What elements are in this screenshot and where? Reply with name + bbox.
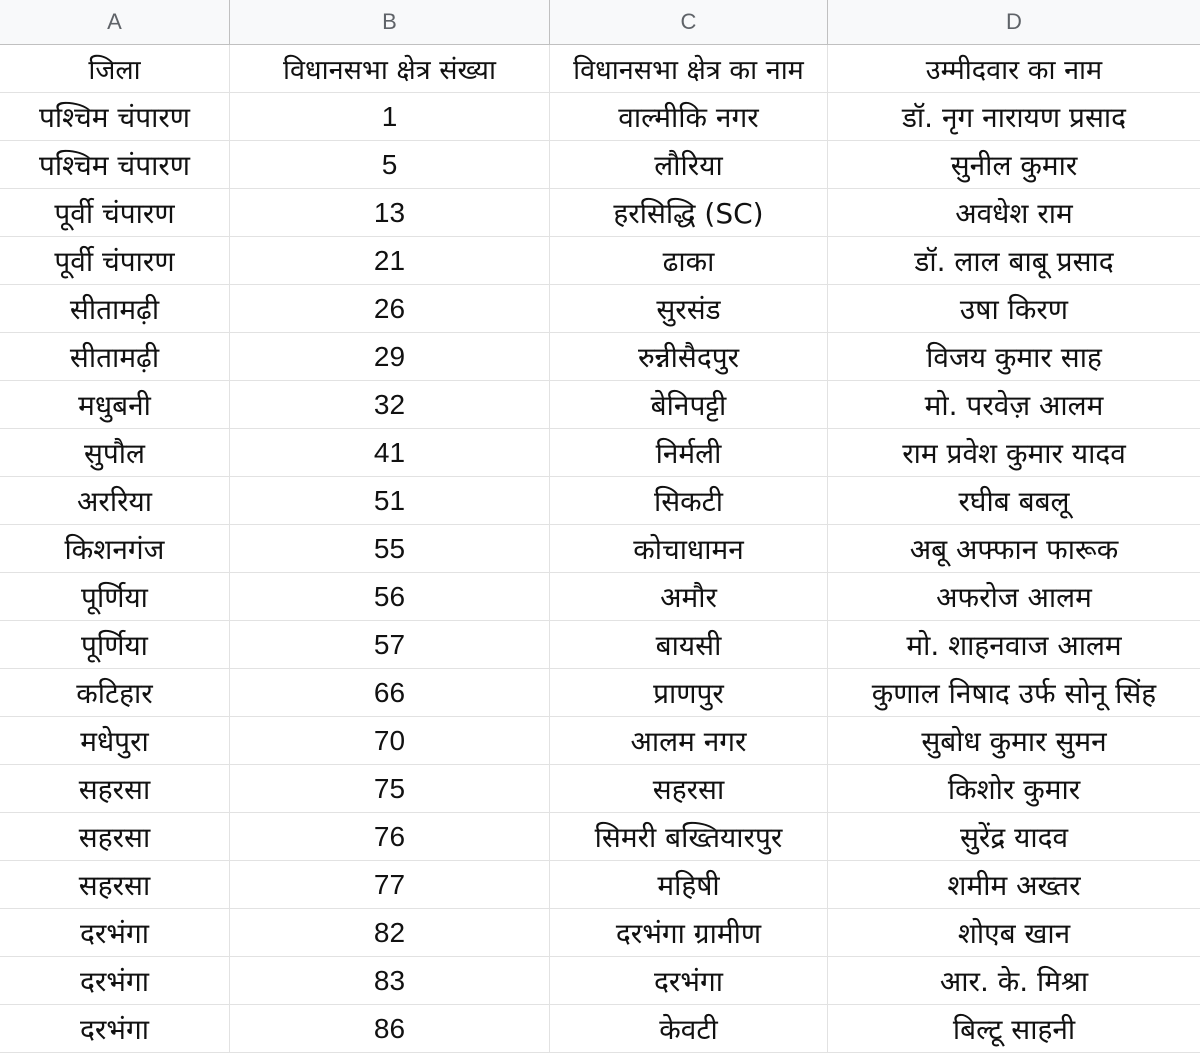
table-row: [0, 717, 1200, 765]
district-cell[interactable]: मधेपुरा: [0, 717, 230, 764]
district-cell[interactable]: सहरसा: [0, 861, 230, 908]
constituency-number-cell[interactable]: 57: [230, 621, 550, 668]
constituency-name-cell[interactable]: कोचाधामन: [550, 525, 828, 572]
table-row: [0, 93, 1200, 141]
table-row: [0, 669, 1200, 717]
table-row: [0, 861, 1200, 909]
constituency-name-cell[interactable]: ढाका: [550, 237, 828, 284]
constituency-number-cell[interactable]: 51: [230, 477, 550, 524]
district-cell[interactable]: सहरसा: [0, 765, 230, 812]
header-cell-constituency-name[interactable]: विधानसभा क्षेत्र का नाम: [550, 45, 828, 92]
constituency-number-cell[interactable]: 77: [230, 861, 550, 908]
district-cell[interactable]: पूर्णिया: [0, 573, 230, 620]
constituency-number-cell[interactable]: 66: [230, 669, 550, 716]
table-row: [0, 429, 1200, 477]
district-cell[interactable]: किशनगंज: [0, 525, 230, 572]
constituency-number-cell[interactable]: 83: [230, 957, 550, 1004]
table-row: [0, 525, 1200, 573]
constituency-number-cell[interactable]: 29: [230, 333, 550, 380]
constituency-name-cell[interactable]: निर्मली: [550, 429, 828, 476]
candidate-name-cell[interactable]: अबू अफ्फान फारूक: [909, 532, 1119, 566]
district-cell[interactable]: दरभंगा: [0, 1005, 230, 1052]
table-row: [0, 909, 1200, 957]
constituency-name-cell[interactable]: सुरसंड: [550, 285, 828, 332]
table-row: [0, 621, 1200, 669]
candidate-name-cell[interactable]: सुनील कुमार: [950, 148, 1078, 182]
district-cell[interactable]: मधुबनी: [0, 381, 230, 428]
header-cell-candidate-name[interactable]: उम्मीदवार का नाम: [925, 55, 1103, 86]
table-row: [0, 189, 1200, 237]
candidate-name-cell[interactable]: शोएब खान: [957, 916, 1071, 950]
table-row: [0, 333, 1200, 381]
table-header-row: [0, 45, 1200, 93]
constituency-number-cell[interactable]: 26: [230, 285, 550, 332]
table-row: [0, 957, 1200, 1005]
column-header-b[interactable]: B: [230, 0, 550, 44]
table-row: [0, 381, 1200, 429]
column-header-row: [0, 0, 1200, 45]
constituency-name-cell[interactable]: रुन्नीसैदपुर: [550, 333, 828, 380]
constituency-number-cell[interactable]: 5: [230, 141, 550, 188]
candidate-name-cell[interactable]: डॉ. नृग नारायण प्रसाद: [901, 100, 1127, 134]
district-cell[interactable]: सुपौल: [0, 429, 230, 476]
column-header-d[interactable]: D: [1006, 9, 1022, 34]
table-row: [0, 237, 1200, 285]
constituency-number-cell[interactable]: 75: [230, 765, 550, 812]
candidate-name-cell[interactable]: कुणाल निषाद उर्फ सोनू सिंह: [871, 676, 1157, 710]
candidate-name-cell[interactable]: आर. के. मिश्रा: [939, 964, 1089, 998]
district-cell[interactable]: दरभंगा: [0, 957, 230, 1004]
constituency-name-cell[interactable]: सिकटी: [550, 477, 828, 524]
constituency-name-cell[interactable]: अमौर: [550, 573, 828, 620]
candidate-name-cell[interactable]: शमीम अख्तर: [947, 868, 1081, 902]
constituency-number-cell[interactable]: 21: [230, 237, 550, 284]
candidate-name-cell[interactable]: अफरोज आलम: [936, 580, 1092, 614]
constituency-number-cell[interactable]: 82: [230, 909, 550, 956]
district-cell[interactable]: पूर्णिया: [0, 621, 230, 668]
district-cell[interactable]: सीतामढ़ी: [0, 333, 230, 380]
candidate-name-cell[interactable]: मो. शाहनवाज आलम: [906, 628, 1122, 662]
constituency-name-cell[interactable]: हरसिद्धि (SC): [550, 189, 828, 236]
constituency-number-cell[interactable]: 70: [230, 717, 550, 764]
constituency-name-cell[interactable]: प्राणपुर: [550, 669, 828, 716]
district-cell[interactable]: पूर्वी चंपारण: [0, 189, 230, 236]
header-cell-district[interactable]: जिला: [0, 45, 230, 92]
constituency-number-cell[interactable]: 56: [230, 573, 550, 620]
table-row: [0, 813, 1200, 861]
district-cell[interactable]: अररिया: [0, 477, 230, 524]
district-cell[interactable]: पश्चिम चंपारण: [0, 141, 230, 188]
constituency-name-cell[interactable]: केवटी: [550, 1005, 828, 1052]
constituency-name-cell[interactable]: बायसी: [550, 621, 828, 668]
column-header-a[interactable]: A: [0, 0, 230, 44]
table-row: [0, 765, 1200, 813]
candidate-name-cell[interactable]: अवधेश राम: [955, 196, 1073, 230]
district-cell[interactable]: पूर्वी चंपारण: [0, 237, 230, 284]
candidate-name-cell[interactable]: राम प्रवेश कुमार यादव: [902, 436, 1126, 470]
candidate-name-cell[interactable]: रघीब बबलू: [958, 484, 1070, 518]
constituency-name-cell[interactable]: महिषी: [550, 861, 828, 908]
candidate-name-cell[interactable]: मो. परवेज़ आलम: [924, 388, 1104, 422]
district-cell[interactable]: दरभंगा: [0, 909, 230, 956]
table-row: [0, 1005, 1200, 1053]
constituency-name-cell[interactable]: दरभंगा ग्रामीण: [550, 909, 828, 956]
district-cell[interactable]: कटिहार: [0, 669, 230, 716]
constituency-number-cell[interactable]: 1: [230, 93, 550, 140]
district-cell[interactable]: सीतामढ़ी: [0, 285, 230, 332]
constituency-name-cell[interactable]: आलम नगर: [550, 717, 828, 764]
column-header-c[interactable]: C: [550, 0, 828, 44]
district-cell[interactable]: सहरसा: [0, 813, 230, 860]
table-row: [0, 573, 1200, 621]
table-row: [0, 285, 1200, 333]
candidate-name-cell[interactable]: सुबोध कुमार सुमन: [921, 724, 1107, 758]
constituency-number-cell[interactable]: 76: [230, 813, 550, 860]
constituency-number-cell[interactable]: 32: [230, 381, 550, 428]
table-row: [0, 477, 1200, 525]
candidate-name-cell[interactable]: उषा किरण: [959, 292, 1069, 326]
table-body: [0, 93, 1200, 1053]
candidate-name-cell[interactable]: विजय कुमार साह: [926, 340, 1102, 374]
table-row: [0, 141, 1200, 189]
constituency-name-cell[interactable]: वाल्मीकि नगर: [550, 93, 828, 140]
candidate-name-cell[interactable]: किशोर कुमार: [947, 772, 1081, 806]
constituency-number-cell[interactable]: 41: [230, 429, 550, 476]
candidate-name-cell[interactable]: बिल्टू साहनी: [952, 1012, 1076, 1046]
candidate-name-cell[interactable]: डॉ. लाल बाबू प्रसाद: [914, 244, 1114, 278]
constituency-number-cell[interactable]: 86: [230, 1005, 550, 1052]
constituency-name-cell[interactable]: दरभंगा: [550, 957, 828, 1004]
constituency-name-cell[interactable]: सहरसा: [550, 765, 828, 812]
header-cell-constituency-number[interactable]: विधानसभा क्षेत्र संख्या: [230, 45, 550, 92]
constituency-name-cell[interactable]: बेनिपट्टी: [550, 381, 828, 428]
candidate-name-cell[interactable]: सुरेंद्र यादव: [959, 820, 1069, 854]
district-cell[interactable]: पश्चिम चंपारण: [0, 93, 230, 140]
constituency-name-cell[interactable]: सिमरी बख्तियारपुर: [550, 813, 828, 860]
constituency-number-cell[interactable]: 55: [230, 525, 550, 572]
constituency-name-cell[interactable]: लौरिया: [550, 141, 828, 188]
constituency-number-cell[interactable]: 13: [230, 189, 550, 236]
